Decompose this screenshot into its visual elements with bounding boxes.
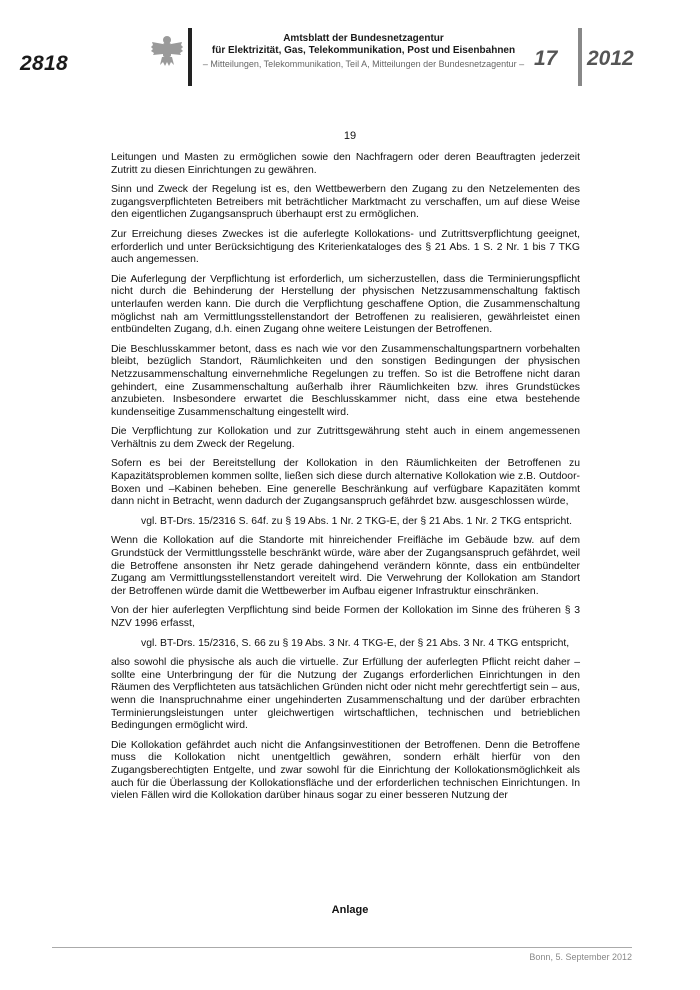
gazette-page-number: 2818	[20, 52, 68, 75]
paragraph: Die Auferlegung der Verpflichtung ist erforderlich, um sicherzustellen, dass die Terminierungspflicht nicht durch die Behinderung der Herstellung der physischen Netzzusammenschaltung faktisch unterlaufen werden kann. Die durch die Verpflichtung geschaffene Option, die Zusammenschaltung möglichst nah am Vermittlungsstellenstandort der Betroffenen zu realisieren, gewährleistet einen entbündelten Zugang, d.h. einen Zugang ohne weitere Leistungen der Betroffenen.	[111, 273, 580, 336]
gazette-title	[196, 33, 531, 57]
document-body	[111, 152, 580, 810]
attachment-label: Anlage	[331, 904, 369, 916]
gazette-title-line-1: Amtsblatt der Bundesnetzagentur	[283, 33, 444, 44]
paragraph: Leitungen und Masten zu ermöglichen sowie den Nachfragern oder deren Beauftragten jederzeit Zutritt zu diesen Einrichtungen zu gewähren.	[111, 152, 580, 176]
header-divider-left	[188, 28, 192, 86]
citation: vgl. BT-Drs. 15/2316, S. 66 zu § 19 Abs. 3 Nr. 4 TKG-E, der § 21 Abs. 3 Nr. 4 TKG entspricht,	[141, 637, 570, 649]
footer-divider	[52, 947, 632, 948]
issue-number: 17	[534, 47, 558, 70]
paragraph: Von der hier auferlegten Verpflichtung sind beide Formen der Kollokation im Sinne des früheren § 3 NZV 1996 erfasst,	[111, 605, 580, 629]
issue-year: 2012	[587, 47, 634, 70]
header-divider-right	[578, 28, 582, 86]
paragraph: Wenn die Kollokation auf die Standorte mit hinreichender Freifläche im Gebäude bzw. auf dem Grundstück der Vermittlungsstelle beschränkt würde, wäre aber der Zugangsanspruch gefährdet, weil die Betroffene ansonsten ihr Netz gerade dahingehend verändern könnte, dass ein entbündelter Zugang am Vermittlungsstellenstandort vereitelt wird. Die Verwehrung der Kollokation am Standort der Betroffenen würde damit die Wettbewerber im Aufbau eigener Infrastruktur einschränken.	[111, 535, 580, 597]
paragraph: Die Verpflichtung zur Kollokation und zur Zutrittsgewährung steht auch in einem angemessenen Verhältnis zu dem Zweck der Regelung.	[111, 426, 580, 450]
paragraph: also sowohl die physische als auch die virtuelle. Zur Erfüllung der auferlegten Pflicht reicht daher – sollte eine Unterbringung der für die Nutzung der Zugangs erforderlichen Einrichtungen in den Räumen des Verpflichteten aus tatsächlichen Gründen nicht oder nicht mehr gerechtfertigt sein – aus, wenn die Inanspruchnahme einer ungehinderten Zusammenschaltung und der darüber erbrachten Terminierungsleistungen unter gleichwertigen wirtschaftlichen, technischen und betrieblichen Bedingungen ermöglicht wird.	[111, 657, 580, 732]
citation: vgl. BT-Drs. 15/2316 S. 64f. zu § 19 Abs. 1 Nr. 2 TKG-E, der § 21 Abs. 1 Nr. 2 TKG entspricht.	[141, 515, 573, 527]
gazette-subtitle: – Mitteilungen, Telekommunikation, Teil A, Mitteilungen der Bundesnetzagentur –	[202, 59, 525, 69]
paragraph: Zur Erreichung dieses Zweckes ist die auferlegte Kollokations- und Zutrittsverpflichtung geeignet, erforderlich und unter Berücksichtigung des Kriterienkataloges des § 21 Abs. 1 S. 2 Nr. 1 bis 7 TKG auch angemessen.	[111, 228, 580, 266]
paragraph: Die Kollokation gefährdet auch nicht die Anfangsinvestitionen der Betroffenen. Denn die Betroffene muss die Kollokation nicht unentgeltlich gewähren, sondern erhält hierfür von den Zugangsberechtigten Entgelte, und zwar sowohl für die Einrichtung der Kollokationsmöglichkeit als auch für die Überlassung der Kollokationsfläche und der erforderlichen technischen Einrichtungen. In vielen Fällen wird die Kollokation darüber hinaus sogar zu einer besseren Nutzung der	[111, 739, 580, 802]
paragraph: Die Beschlusskammer betont, dass es nach wie vor den Zusammenschaltungspartnern vorbehalten bleibt, bezüglich Standort, Räumlichkeiten und den sonstigen Bedingungen der physischen Netzzusammenschaltung einvernehmliche Regelungen zu treffen. So ist die Betroffene nicht daran gehindert, eine Zusammenschaltung außerhalb ihrer Räumlichkeiten bzw. ihres Grundstückes anzubieten. Insbesondere erwartet die Beschlusskammer nicht, dass eine etwa bestehende kundenseitige Zusammenschaltung eingestellt wird.	[111, 343, 580, 418]
document-page-number: 19	[343, 130, 357, 142]
gazette-title-line-2: für Elektrizität, Gas, Telekommunikation, Post und Eisenbahnen	[211, 45, 516, 56]
federal-eagle-icon	[150, 32, 184, 68]
footer-place-date: Bonn, 5. September 2012	[529, 952, 632, 962]
paragraph: Sinn und Zweck der Regelung ist es, den Wettbewerbern den Zugang zu den Netzelementen des zugangsverpflichteten Betreibers mit beträchtlicher Marktmacht zu verschaffen, um auf diese Weise den eigentlichen Zugangsanspruch überhaupt erst zu ermöglichen.	[111, 184, 580, 221]
paragraph: Sofern es bei der Bereitstellung der Kollokation in den Räumlichkeiten der Betroffenen zu Kapazitätsproblemen kommen sollte, ließen sich diese durch alternative Kollokation wie z.B. Outdoor-Boxen und –Kabinen beheben. Eine generelle Beschränkung auf verfügbare Kapazitäten kommt dann nicht in Betracht, wenn dadurch der Zugangsanspruch gefährdet bzw. ausgeschlossen würde,	[111, 458, 580, 508]
